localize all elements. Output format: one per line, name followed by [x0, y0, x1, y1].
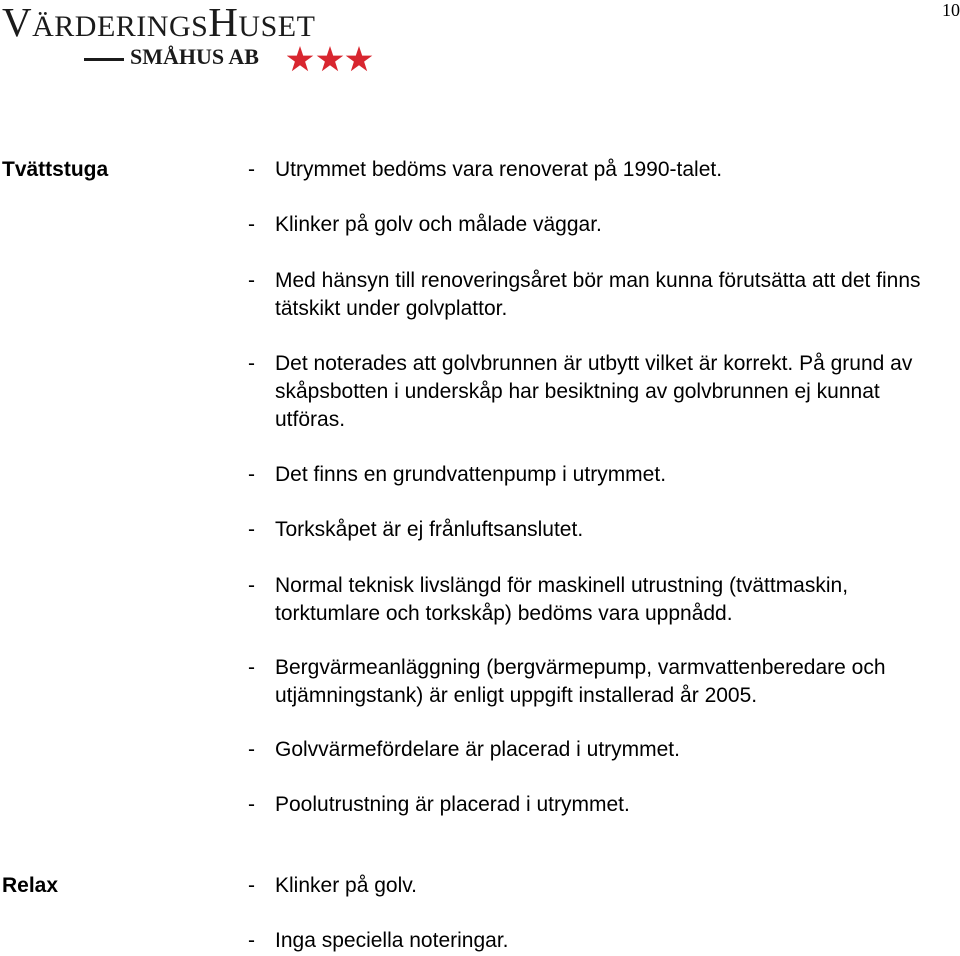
list-item-text: Poolutrustning är placerad i utrymmet.	[275, 793, 630, 816]
logo-stars-icon	[287, 45, 373, 75]
logo-title	[2, 2, 315, 47]
logo-rule	[84, 58, 124, 61]
logo-title-part-2: USET	[238, 10, 316, 43]
bullet-dash: -	[248, 518, 255, 541]
bullet-dash: -	[248, 269, 255, 292]
list-item-text: Klinker på golv.	[275, 874, 418, 897]
list-item-text: Torkskåpet är ej frånluftsanslutet.	[275, 518, 584, 541]
logo-title-initial: V	[2, 0, 33, 45]
page-number: 10	[942, 0, 960, 20]
star-icon	[287, 46, 313, 71]
list-item	[248, 211, 948, 239]
logo-title-part-1: ÄRDERINGS	[32, 10, 209, 43]
bullet-dash: -	[248, 213, 255, 236]
star-icon	[317, 46, 344, 71]
section-title: Relax	[2, 874, 59, 897]
list-item-text: Det finns en grundvattenpump i utrymmet.	[275, 463, 667, 486]
list-item	[248, 350, 948, 434]
list-item	[248, 461, 948, 489]
bullet-dash: -	[248, 929, 255, 952]
list-item-text: Det noterades att golvbrunnen är utbytt vilket är korrekt. På grund av skåpsbotten i underskåp har besiktning av golvbrunnen ej kunnat utföras.	[275, 352, 913, 431]
list-item-text: Bergvärmeanläggning (bergvärmepump, varmvattenberedare och utjämningstank) är enligt uppgift installerad år 2005.	[275, 656, 886, 707]
list-item-text: Golvvärmefördelare är placerad i utrymmet.	[275, 738, 680, 761]
company-logo	[2, 0, 382, 80]
logo-title-h: H	[208, 0, 239, 45]
bullet-dash: -	[248, 463, 255, 486]
bullet-dash: -	[248, 352, 255, 375]
star-icon	[346, 46, 373, 71]
list-item	[248, 791, 948, 819]
bullet-dash: -	[248, 656, 255, 679]
list-item	[248, 927, 948, 955]
list-item-text: Inga speciella noteringar.	[275, 929, 509, 952]
list-item	[248, 872, 948, 900]
section-title: Tvättstuga	[2, 158, 109, 181]
list-item-text: Normal teknisk livslängd för maskinell utrustning (tvättmaskin, torktumlare och torkskåp) bedöms vara uppnådd.	[275, 574, 849, 625]
bullet-dash: -	[248, 158, 255, 181]
list-item	[248, 267, 948, 323]
list-item	[248, 654, 948, 710]
bullet-dash: -	[248, 874, 255, 897]
logo-subtitle: SMÅHUS AB	[130, 44, 259, 69]
bullet-dash: -	[248, 738, 255, 761]
list-item	[248, 516, 948, 544]
list-item-text: Utrymmet bedöms vara renoverat på 1990-talet.	[275, 158, 723, 181]
list-item-text: Med hänsyn till renoveringsåret bör man kunna förutsätta att det finns tätskikt under golvplattor.	[275, 269, 921, 320]
list-item	[248, 572, 948, 628]
list-item	[248, 156, 948, 184]
list-item-text: Klinker på golv och målade väggar.	[275, 213, 602, 236]
bullet-dash: -	[248, 574, 255, 597]
list-item	[248, 736, 948, 764]
bullet-dash: -	[248, 793, 255, 816]
